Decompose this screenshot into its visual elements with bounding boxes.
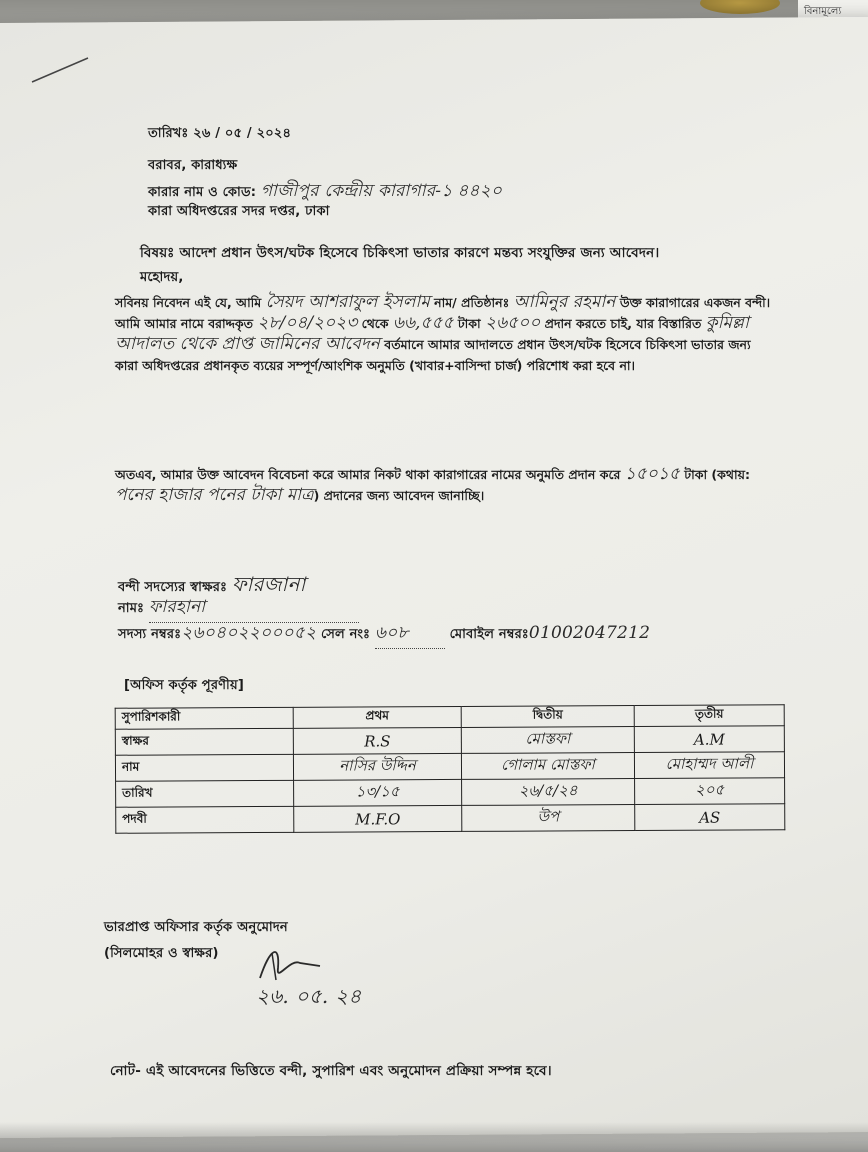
officer-line2: (সিলমোহর ও স্বাক্ষর) [104,946,219,961]
date-line: তারিখঃ ২৬ / ০৫ / ২০২৪ [148,126,292,141]
table-row [115,752,784,782]
table-cell: উপ [462,805,635,832]
table-cell: মোস্তফা [461,727,634,754]
p2-mid: টাকা (কথায়: [679,467,750,482]
officer-line1: ভারপ্রাপ্ত অফিসার কর্তৃক অনুমোদন [104,920,288,935]
mobile-no: 01002047212 [528,623,651,643]
p2-prefix: অতএব, আমার উক্ত আবেদন বিবেচনা করে আমার নিকট থাকা কারাগারের নামের অনুমতি প্রদান করে [115,467,625,482]
p1-suffix: কারা অধিদপ্তরের প্রধানকৃত ব্যয়ের সম্পূর্ণ/আংশিক অনুমতি (খাবার+বাসিন্দা চার্জ) পরিশোধ করা হবে না। [115,358,636,373]
prison-code-handwritten: ৪৪২০ [457,181,503,201]
row-label: স্বাক্ষর [115,728,293,755]
table-header: প্রথম [293,706,461,728]
table-cell: মোহাম্মদ আলী [634,752,784,779]
date-handwritten: ২৮/০৪/২০২৩ [257,313,358,333]
p1-mid5: প্রদান করতে চাই, যার বিস্তারিত [540,316,706,331]
amount-handwritten: ২৬৫০০ [485,313,541,333]
table-header: দ্বিতীয় [461,706,634,728]
p2-amount-handwritten: ১৫০১৫ [624,464,680,484]
recommendation-table [115,704,786,834]
applicant-number-line [118,620,650,649]
mobile-label: মোবাইল নম্বরঃ [449,627,529,642]
p1-mid4: টাকা [453,316,486,331]
row-label: নাম [115,754,293,781]
cell-label: সেল নংঃ [320,627,371,642]
member-no-label: সদস্য নম্বরঃ [118,627,182,642]
cell-no: ৬০৮ [375,620,445,649]
office-use-label: [অফিস কর্তৃক পূরণীয়] [124,678,244,693]
org-handwritten: আমিনুর রহমান [513,292,616,312]
table-cell: ২৬/৫/২৪ [462,779,635,806]
prison-label: কারার নাম ও কোড: [148,185,261,200]
footer-note: নোট- এই আবেদনের ভিত্তিতে বন্দী, সুপারিশ এবং অনুমোদন প্রক্রিয়া সম্পন্ন হবে। [110,1063,552,1079]
table-cell: ১৩/১৫ [294,779,462,806]
row-label: তারিখ [116,780,294,807]
table-row [115,726,784,756]
p1-mid6: বর্তমানে আমার আদালতে প্রধান উৎস/ঘটক হিসেবে চিকিৎসা ভাতার জন্য [379,337,751,352]
p1-mid1: নাম/ প্রতিষ্ঠানঃ [429,295,514,310]
salutation: মহোদয়, [140,270,184,285]
reason-handwritten: কুমিল্লা আদালত থেকে প্রাপ্ত জামিনের আবেদন [115,313,749,354]
corner-text: বিনামূল্যে [804,6,842,17]
p1-mid2: উক্ত কারাগারের একজন বন্দী। আমি আমার নামে বরাদ্দকৃত [115,295,771,331]
table-cell: নাসির উদ্দিন [293,753,461,780]
table-cell: গোলাম মোস্তফা [461,753,634,780]
signature-label: বন্দী সদস্যের স্বাক্ষরঃ [118,580,228,595]
table-header: সুপারিশকারী [115,707,293,729]
table-cell: AS [635,804,785,831]
addressee-line3: কারা অধিদপ্তরের সদর দপ্তর, ঢাকা [148,204,330,219]
body-paragraph-1 [115,292,775,376]
background-object [700,0,780,14]
table-row [116,778,785,808]
p1-mid3: থেকে [357,316,393,331]
table-cell: ২০৫ [635,778,785,805]
table-row [116,804,785,834]
officer-signature-icon [250,938,330,988]
p2-suffix: ) প্রদানের জন্য আবেদন জানাচ্ছি। [313,488,485,503]
bottom-shadow [0,1122,868,1152]
applicant-name: ফারহানা [149,594,359,623]
p1-prefix: সবিনয় নিবেদন এই যে, আমি [115,295,266,310]
subject-line: বিষয়ঃ আদেশ প্রধান উৎস/ঘটক হিসেবে চিকিৎসা ভাতার কারণে মন্তব্য সংযুক্তির জন্য আবেদন। [140,245,660,261]
applicant-signature: ফারজানা [231,572,306,596]
body-paragraph-2 [115,464,775,506]
table-cell: M.F.O [294,805,462,832]
name-label: নামঃ [118,601,145,616]
row-label: পদবী [116,806,294,833]
pen-mark [30,50,100,90]
officer-date-handwritten: ২৬. ০৫. ২৪ [256,984,362,1008]
number-handwritten: ৬৬,৫৫৫ [392,313,454,333]
table-header: তৃতীয় [634,705,784,727]
prison-name-handwritten: গাজীপুর কেন্দ্রীয় কারাগার-১ [260,181,453,201]
p2-words-handwritten: পনের হাজার পনের টাকা মাত্র [115,485,314,505]
addressee-line1: বরাবর, কারাধ্যক্ষ [148,158,238,173]
applicant-name-handwritten: সৈয়দ আশরাফুল ইসলাম [265,292,430,312]
table-cell: R.S [293,727,461,754]
table-cell: A.M [634,726,784,753]
applicant-name-line [118,594,359,623]
member-no: ২৬০৪০২২০০০৫২ [181,623,317,643]
